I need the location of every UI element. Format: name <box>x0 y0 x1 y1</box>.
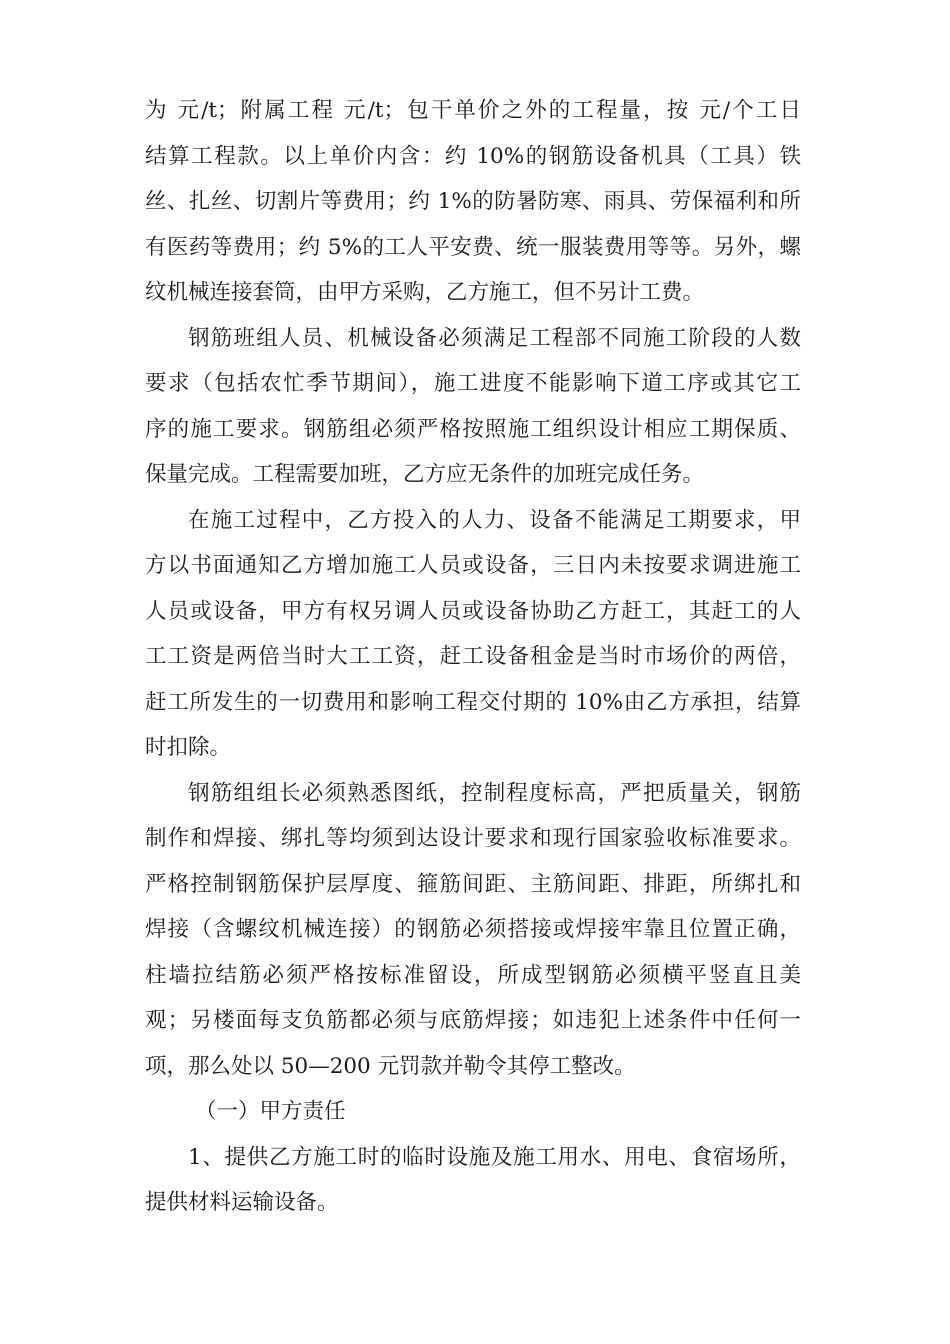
paragraph-5 <box>145 1135 801 1226</box>
text-line: 人员或设备，甲方有权另调人员或设备协助乙方赶工，其赶工的人 <box>145 598 801 624</box>
text-line: 柱墙拉结筋必须严格按标准留设，所成型钢筋必须横平竖直且美 <box>145 962 801 988</box>
text-line: 工工资是两倍当时大工工资，赶工设备租金是当时市场价的两倍， <box>145 644 801 669</box>
text-line: 项，那么处以 50—200 元罚款并勒令其停工整改。 <box>145 1053 636 1079</box>
text-line: 结算工程款。以上单价内含：约 10%的钢筋设备机具（工具）铁 <box>145 143 801 169</box>
text-line: 1、提供乙方施工时的临时设施及施工用水、用电、食宿场所， <box>188 1144 801 1170</box>
paragraph-4 <box>145 771 801 1090</box>
section-heading: （一）甲方责任 <box>195 1099 346 1124</box>
text-line: 有医药等费用；约 5%的工人平安费、统一服装费用等等。另外，螺 <box>145 234 801 260</box>
text-line: 制作和焊接、绑扎等均须到达设计要求和现行国家验收标准要求。 <box>145 826 801 851</box>
text-line: 在施工过程中，乙方投入的人力、设备不能满足工期要求，甲 <box>188 507 801 533</box>
text-line: 保量完成。工程需要加班，乙方应无条件的加班完成任务。 <box>145 462 705 487</box>
text-line: 为 元/t；附属工程 元/t；包干单价之外的工程量，按 元/个工日 <box>145 98 801 123</box>
text-line: 严格控制钢筋保护层厚度、箍筋间距、主筋间距、排距，所绑扎和 <box>145 871 801 897</box>
paragraph-3 <box>145 498 801 771</box>
text-line: 焊接（含螺纹机械连接）的钢筋必须搭接或焊接牢靠且位置正确， <box>145 917 801 942</box>
text-line: 时扣除。 <box>145 735 232 760</box>
text-line: 赶工所发生的一切费用和影响工程交付期的 10%由乙方承担，结算 <box>145 689 801 715</box>
paragraph-2 <box>145 316 801 498</box>
text-line: 钢筋组组长必须熟悉图纸，控制程度标高，严把质量关，钢筋 <box>188 780 801 806</box>
paragraph-1 <box>145 88 801 316</box>
text-line: 钢筋班组人员、机械设备必须满足工程部不同施工阶段的人数 <box>188 325 801 351</box>
text-line: 要求（包括农忙季节期间），施工进度不能影响下道工序或其它工 <box>145 371 801 396</box>
text-line: 方以书面通知乙方增加施工人员或设备，三日内未按要求调进施工 <box>145 553 801 578</box>
text-line: 序的施工要求。钢筋组必须严格按照施工组织设计相应工期保质、 <box>145 416 801 442</box>
section-heading-party-a-responsibility <box>145 1089 801 1135</box>
document-body <box>145 88 801 1226</box>
text-line: 观；另楼面每支负筋都必须与底筋焊接；如违犯上述条件中任何一 <box>145 1008 801 1033</box>
text-line: 丝、扎丝、切割片等费用；约 1%的防暑防寒、雨具、劳保福利和所 <box>145 189 801 214</box>
text-line: 纹机械连接套筒，由甲方采购，乙方施工，但不另计工费。 <box>145 280 705 305</box>
text-line: 提供材料运输设备。 <box>145 1190 339 1215</box>
